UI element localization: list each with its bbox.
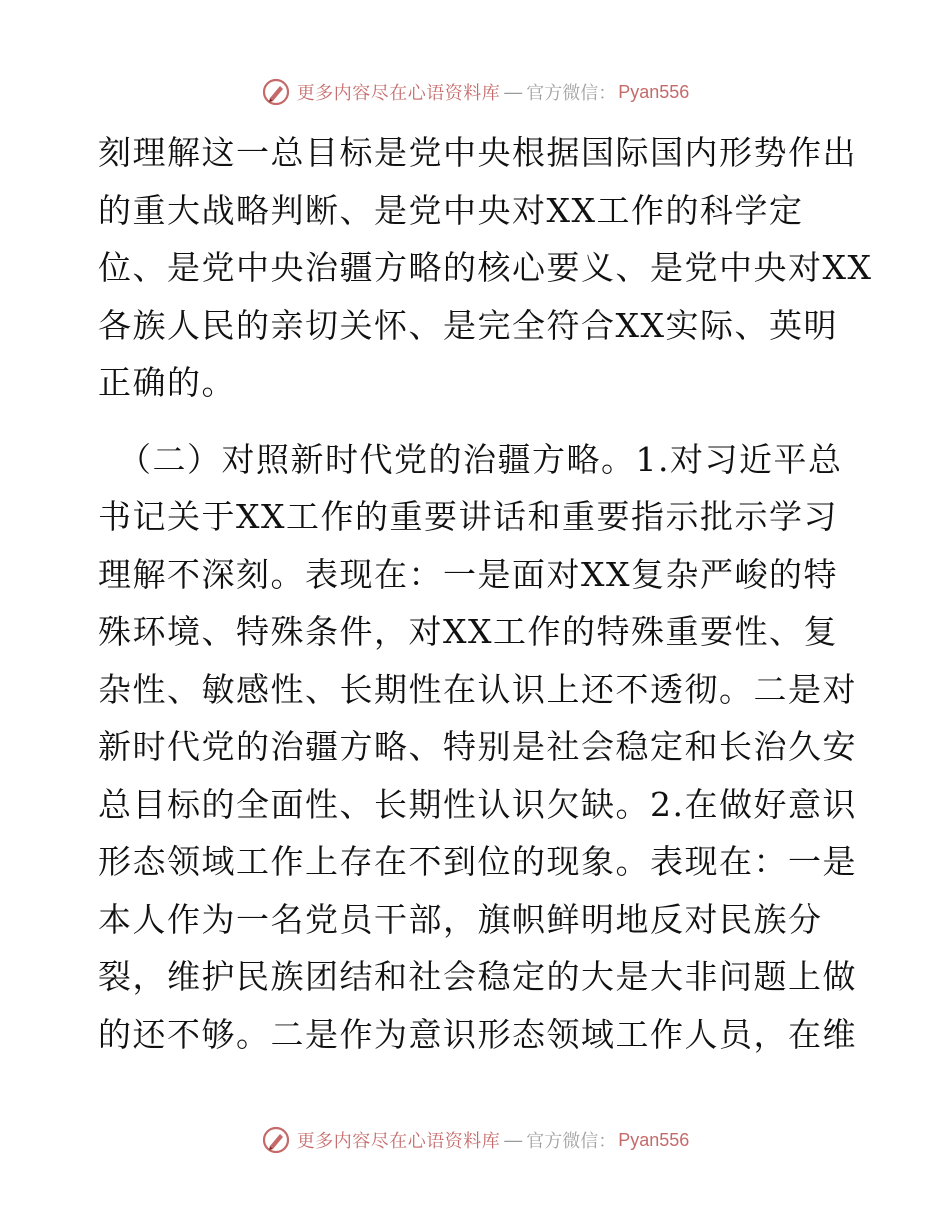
text-line: 殊环境、特殊条件，对XX工作的特殊重要性、复 [98,612,838,651]
text-line: 的还不够。二是作为意识形态领域工作人员，在维 [98,1014,857,1054]
watermark-wechat-id: Pyan556 [618,81,690,102]
watermark-site-text: 更多内容尽在心语资料库 [296,83,501,103]
watermark-wechat-label: 官方微信： [526,1131,617,1151]
footer-watermark [0,1120,950,1160]
document-body [98,124,873,1178]
watermark-site-text: 更多内容尽在心语资料库 [296,1131,501,1151]
pen-logo-icon [261,77,291,107]
paragraph-2 [98,431,858,1179]
text-line: 本人作为一名党员干部，旗帜鲜明地反对民族分 [98,899,823,939]
text-line: 刻理解这一总目标是党中央根据国际国内形势作出 [98,133,857,172]
text-line: 各族人民的亲切关怀、是完全符合XX实际、英明 [98,305,838,345]
text-line: 新时代党的治疆方略、特别是社会稳定和长治久安 [98,727,857,766]
watermark-wechat-label: 官方微信： [526,83,617,103]
text-line: 裂，维护民族团结和社会稳定的大是大非问题上做 [98,957,857,996]
text-line: 理解不深刻。表现在：一是面对XX复杂严峻的特 [98,554,838,594]
text-line: 正确的。 [98,363,236,402]
text-line: 杂性、敏感性、长期性在认识上还不透彻。二是对 [98,669,857,709]
watermark-wechat-id: Pyan556 [618,1129,690,1150]
text-line: 位、是党中央治疆方略的核心要义、是党中央对XX [98,248,873,287]
watermark-separator: — [504,81,523,102]
header-watermark [0,72,950,112]
section-heading-line: （二）对照新时代党的治疆方略。1.对习近平总 [118,439,843,479]
text-line: 的重大战略判断、是党中央对XX工作的科学定 [98,190,804,230]
text-line [98,1063,858,1121]
watermark-separator: — [504,1129,523,1150]
text-line: 书记关于XX工作的重要讲话和重要指示批示学习 [98,497,838,536]
text-line: 总目标的全面性、长期性认识欠缺。2.在做好意识 [98,784,857,824]
text-line: 形态领域工作上存在不到位的现象。表现在：一是 [98,842,857,881]
paragraph-1 [98,124,873,412]
pen-logo-icon [261,1125,291,1155]
